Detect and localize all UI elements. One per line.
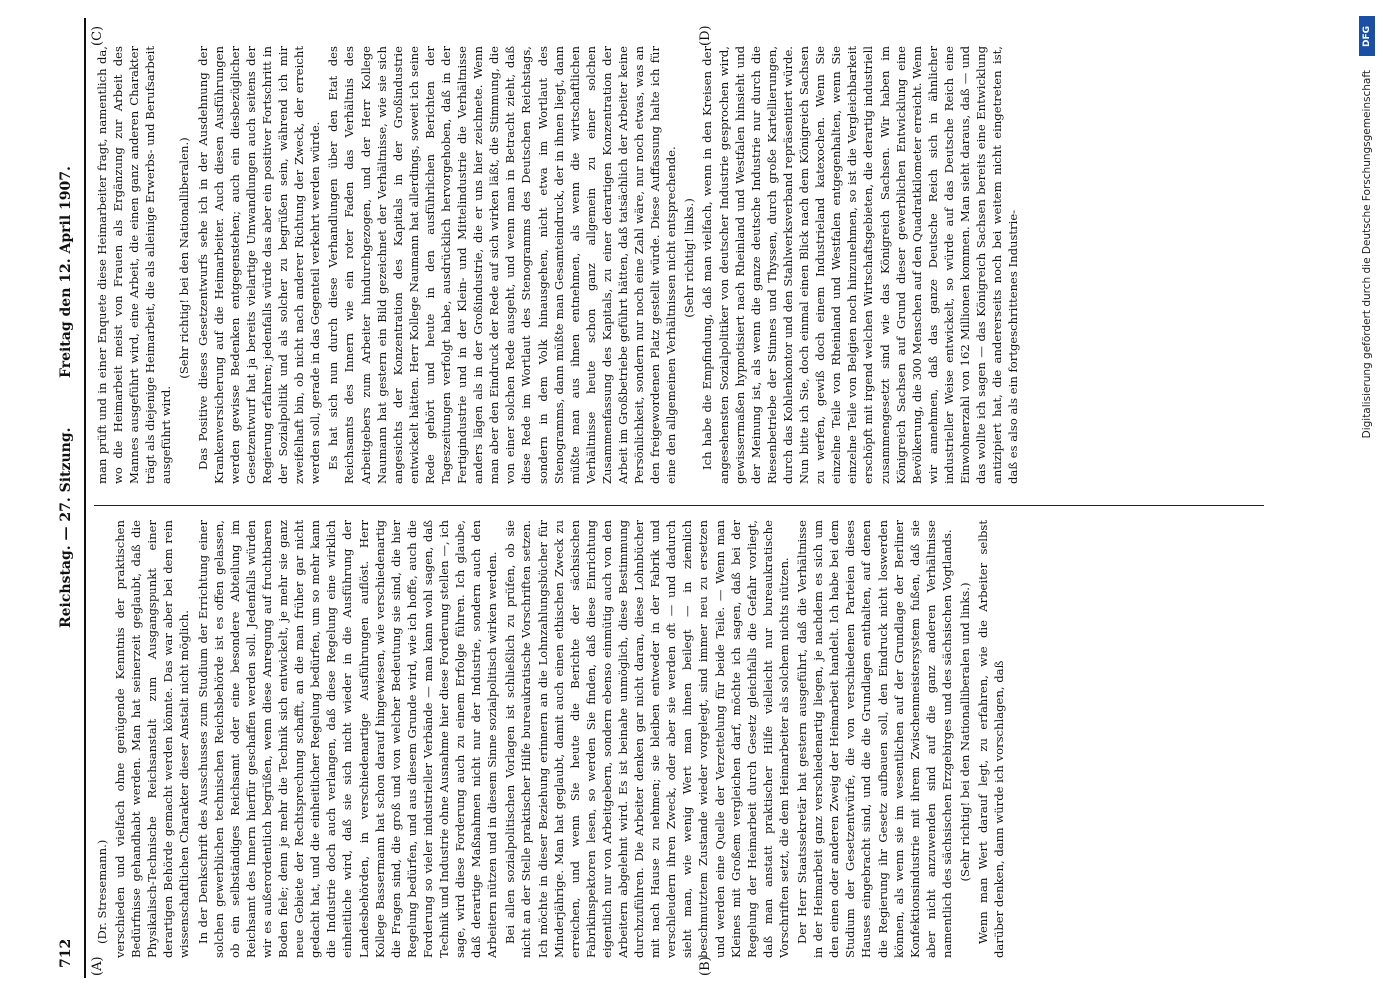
paragraph: verschieden und vielfach ohne genügende Kenntnis der praktischen Bedürfnisse gehandhabt werden. Man hat seinerzeit geglaubt, daß die Physikalisch-Technische Reichsanstalt zum Ausgangspunkt einer derartigen Behörde gemacht werden könnte. Das war aber bei dem rein wissenschaftlichen Charakter dieser Anstalt nicht möglich. bbox=[113, 520, 192, 958]
margin-marker-d: (D) bbox=[698, 25, 713, 46]
digitization-credit bbox=[1361, 10, 1377, 970]
session-date: Freitag den 12. April 1907. bbox=[58, 166, 74, 378]
paragraph: man prüft und in einer Enquete diese Heimarbeiter fragt, namentlich da, wo die Heimarbeit meist von Frauen als Ergänzung zur Arbeit des Mannes ausgeführt wird, eine Arbeit, die einen ganz anderen Charakter trägt als diejenige Heimarbeit, die als alleinige Erwerbs- und Berufsarbeit ausgeführt wird. bbox=[95, 46, 174, 484]
paragraph: Das Positive dieses Gesetzentwurfs sehe ich in der Ausdehnung der Krankenversicherung auf die Heimarbeiter. Auch diesen Ausführungen werden gewisse Bedenken entgegenstehen; auch ein diesbezüglicher Gesetzentwurf hat ja bereits vielartige Umwandlungen auch seitens der Regierung erfahren; jedenfalls würde das aber ein positiver Fortschritt in der Sozialpolitik und als solcher zu begrüßen sein, während ich mir zweifelhaft bin, ob nicht nach anderer Richtung der Zweck, der erreicht werden soll, gerade in das Gegenteil verkehrt werden würde. bbox=[195, 46, 323, 484]
page-header bbox=[50, 18, 86, 978]
paragraph: Der Herr Staatssekretär hat gestern ausgeführt, daß die Verhältnisse in der Heimarbeit ganz verschiedenartig liegen, je nachdem es sich um den einen oder anderen Zweig der Heimarbeit handelt. Ich habe bei dem Studium der Gesetzentwürfe, die von verschiedenen Parteien dieses Hauses eingebracht sind, und die die Grundlagen enthalten, auf denen die Regierung ihr Gesetz aufbauen soll, den Eindruck nicht loswerden können, als wenn sie im wesentlichen auf der Grundlage der Berliner Konfektionsindustrie mit ihrem Zwischenmeistersystem fußen, daß sie aber nicht anzuwenden sind auf die ganz anderen Verhältnisse namentlich des sächsischen Erzgebirges und des sächsischen Vogtlands. bbox=[795, 520, 954, 958]
paragraph: Ich habe die Empfindung, daß man vielfach, wenn in den Kreisen der angesehensten Sozialpolitiker von deutscher Industrie gesprochen wird, gewissermaßen hypnotisiert nach Rheinland und Westfalen hinsieht und der Meinung ist, als wenn die ganze deutsche Industrie nur durch die Riesenbetriebe der Stinnes und Thyssen, durch große Kartellierungen, durch das Kohlenkontor und den Stahlwerksverband repräsentiert würde. Nun bitte ich Sie, doch einmal einen Blick nach dem Königreich Sachsen zu werfen, gewiß doch einem Industrieland katexochen. Wenn Sie einzelne Teile von Rheinland und Westfalen entgegenhalten, wenn Sie einzelne Teile von Belgien noch hinzunehmen, so ist die Vergleichbarkeit erschöpft mit irgend welchen Wirtschaftsgebieten, die derartig industriell zusammengesetzt sind wie das Königreich Sachsen. Wir haben im Königreich Sachsen auf Grund dieser gewerblichen Entwicklung eine Bevölkerung, die 300 Menschen auf den Quadratkilometer erreicht. Wenn wir annehmen, daß das ganze Deutsche Reich sich in ähnlicher industrieller Weise entwickelt, so würde auf das Deutsche Reich eine Einwohnerzahl von 162 Millionen kommen. Man sieht daraus, daß — und das wollte ich sagen — das Königreich Sachsen bereits eine Entwicklung antizipiert hat, die andererseits noch bei weitem nicht eingetreten ist, daß es also als ein fortgeschrittenes Industrie- bbox=[700, 46, 1021, 484]
dfg-logo: DFG bbox=[1359, 16, 1375, 56]
margin-marker-c: (C) bbox=[90, 25, 105, 46]
margin-marker-a: (A) bbox=[90, 956, 105, 976]
margin-marker-b: (B) bbox=[698, 956, 713, 976]
rotated-page bbox=[50, 18, 1275, 978]
interjection: (Sehr richtig! bei den Nationalliberalen und links.) bbox=[957, 582, 972, 882]
interjection: (Sehr richtig! links.) bbox=[682, 198, 697, 318]
right-column bbox=[94, 46, 1264, 484]
paragraph: Es hat sich nun durch diese Verhandlungen über den Etat des Reichsamts des Innern wie ein roter Faden das Verhältnis des Arbeitgebers zum Arbeiter hindurchgezogen, und der Herr Kollege Naumann hat gestern ein Bild gezeichnet der Verhältnisse, wie sie sich angesichts der Konzentration des Kapitals in der Großindustrie entwickelt hätten. Herr Kollege Naumann hat allerdings, soweit ich seine Rede gehört und heute in den ausführlichen Berichten der Tageszeitungen verfolgt habe, ausdrücklich hervorgehoben, daß in der Fertigindustrie und in der Klein- und Mittelindustrie die Verhältnisse anders lägen als in der Großindustrie, die er uns hier zeichnete. Wenn man aber den Eindruck der Rede auf sich wirken läßt, die Stimmung, die von einer solchen Rede ausgeht, und wenn man in Betracht zieht, daß diese Rede im Wortlaut des Stenogramms des Deutschen Reichstags, sondern in dem Volk hinausgehen, nicht etwa im Wortlaut des Stenogramms, dann müßte man Gesamteindruck, der in ihnen liegt, dann müßte man aus ihnen entnehmen, als wenn die wirtschaftlichen Verhältnisse heute schon ganz allgemein zu einer solchen Zusammenfassung des Kapitals, zu einer derartigen Konzentration der Arbeit im Großbetriebe geführt hätten, daß tatsächlich der Arbeiter keine Persönlichkeit, sondern nur noch eine Zahl wäre, nur noch etwas, was an den freigewordenen Platz gestellt würde. Diese Auffassung halte ich für eine den allgemeinen Verhältnissen nicht entsprechende. bbox=[326, 46, 679, 484]
paragraph: Wenn man Wert darauf legt, zu erfahren, wie die Arbeiter selbst darüber denken, dann würde ich vorschlagen, daß bbox=[976, 520, 1007, 958]
session-title: Reichstag. — 27. Sitzung. bbox=[58, 427, 74, 628]
header-rule bbox=[84, 18, 86, 978]
page-number: 712 bbox=[58, 938, 74, 968]
left-column bbox=[94, 520, 1264, 958]
speaker-name: (Dr. Stresemann.) bbox=[95, 839, 109, 944]
interjection: (Sehr richtig! bei den Nationalliberalen.) bbox=[177, 137, 192, 379]
credit-text: Digitalisierung gefördert durch die Deutsche Forschungsgemeinschaft bbox=[1361, 70, 1373, 439]
paragraph: In der Denkschrift des Ausschusses zum Studium der Errichtung einer solchen gewerblichen technischen Reichsbehörde ist es offen gelassen, ob ein selbständiges Reichsamt oder eine besondere Abteilung im Reichsamt des Innern hierfür geschaffen werden soll. Jedenfalls würden wir es außerordentlich begrüßen, wenn diese Anregung auf fruchtbaren Boden fiele; denn je mehr die Technik sich entwickelt, je mehr sie ganz neue Gebiete der Rechtsprechung schafft, an die man früher gar nicht gedacht hat, und die einheitlicher Regelung bedürfen, um so mehr kann die Industrie doch auch verlangen, daß diese Regelung eine wirklich einheitliche wird, daß sie sich nicht wieder in die Ausführung der Landesbehörden, in verschiedenartige Ausführungen auflöst. Herr Kollege Bassermann hat schon darauf hingewiesen, wie verschiedenartig die Fragen sind, die groß und von welcher Bedeutung sie sind, die hier Regelung bedürfen, und aus diesem Grunde wird, wie ich hoffe, auch die Forderung so vieler industrieller Verbände — man kann wohl sagen, daß Technik und Industrie ohne Ausnahme hier diese Forderung stellen —, ich sage, wird diese Forderung auch zu einem Erfolge führen. Ich glaube, daß derartige Maßnahmen nicht nur der Industrie, sondern auch den Arbeitern nützen und in diesem Sinne sozialpolitisch wirken werden. bbox=[195, 520, 500, 958]
paragraph: Bei allen sozialpolitischen Vorlagen ist schließlich zu prüfen, ob sie nicht an der Stelle praktischer Hilfe bureaukratische Vorschriften setzen. Ich möchte in dieser Beziehung erinnern an die Lohnzahlungsbücher für Minderjährige. Man hat geglaubt, damit auch einen ethischen Zweck zu erreichen, und wenn Sie heute die Berichte der sächsischen Fabrikinspektoren lesen, so werden Sie finden, daß diese Einrichtung eigentlich nur von Arbeitgebern, sondern ebenso einmütig auch von den Arbeitern abgelehnt wird. Es ist beinahe unmöglich, diese Bestimmung durchzuführen. Die Arbeiter denken gar nicht daran, diese Lohnbücher mit nach Hause zu nehmen; sie bleiben entweder in der Fabrik und verschleudern ihren Zweck, oder aber sie werden oft — und dadurch sieht man, wie wenig Wert man ihnen beilegt — in ziemlich beschmutztem Zustande wieder vorgelegt, sind immer neu zu ersetzen und werden eine Quelle der Verzettelung für beide Teile. — Wenn man Kleines mit Großem vergleichen darf, möchte ich sagen, daß bei der Regelung der Heimarbeit durch Gesetz gleichfalls die Gefahr vorliegt, daß man anstatt praktischer Hilfe vielleicht nur bureaukratische Vorschriften setzt, die dem Heimarbeiter als solchem nichts nützen. bbox=[503, 520, 791, 958]
column-divider bbox=[94, 505, 1264, 506]
